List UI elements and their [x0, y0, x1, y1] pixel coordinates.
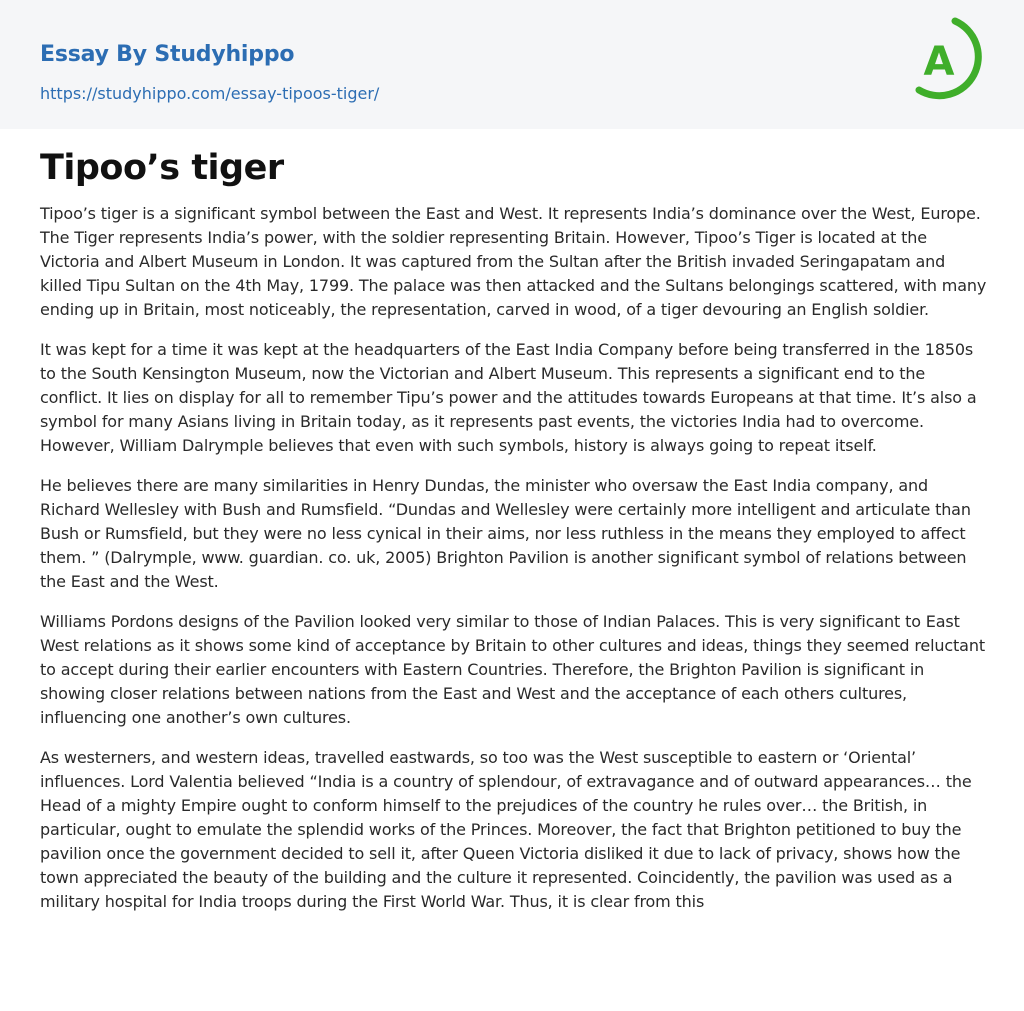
- page-title: Tipoo’s tiger: [40, 148, 284, 188]
- article-paragraph: He believes there are many similarities in Henry Dundas, the minister who oversaw the East India company, and Richard Wellesley with Bush and Rumsfield. “Dundas and Wellesley were certainly more intelligent and articulate than Bush or Rumsfield, but they were no less cynical in their aims, nor less ruthless in the means they employed to affect them. ” (Dalrymple, www. guardian. co. uk, 2005) Brighton Pavilion is another significant symbol of relations between the East and the West.: [40, 476, 971, 591]
- logo-letter: A: [923, 39, 955, 85]
- article: [40, 144, 988, 930]
- studyhippo-logo-icon[interactable]: [905, 17, 991, 107]
- page-url-link[interactable]: https://studyhippo.com/essay-tipoos-tiger/: [40, 84, 380, 103]
- article-paragraph: Tipoo’s tiger is a significant symbol between the East and West. It represents India’s dominance over the West, Europe. The Tiger represents India’s power, with the soldier representing Britain. However, Tipoo’s Tiger is located at the Victoria and Albert Museum in London. It was captured from the Sultan after the British invaded Seringapatam and killed Tipu Sultan on the 4th May, 1799. The palace was then attacked and the Sultans belongings scattered, with many ending up in Britain, most noticeably, the representation, carved in wood, of a tiger devouring an English soldier.: [40, 204, 987, 319]
- article-paragraph: As westerners, and western ideas, travelled eastwards, so too was the West susceptible to eastern or ‘Oriental’ influences. Lord Valentia believed “India is a country of splendour, of extravagance and of outward appearances… the Head of a mighty Empire ought to conform himself to the prejudices of the country he rules over… the British, in particular, ought to emulate the splendid works of the Princes. Moreover, the fact that Brighton petitioned to buy the pavilion once the government decided to sell it, after Queen Victoria disliked it due to lack of privacy, shows how the town appreciated the beauty of the building and the culture it represented. Coincidently, the pavilion was used as a military hospital for India troops during the First World War. Thus, it is clear from this: [40, 748, 972, 911]
- article-paragraph: It was kept for a time it was kept at the headquarters of the East India Company before being transferred in the 1850s to the South Kensington Museum, now the Victorian and Albert Museum. This represents a significant end to the conflict. It lies on display for all to remember Tipu’s power and the attitudes towards Europeans at that time. It’s also a symbol for many Asians living in Britain today, as it represents past events, the victories India had to overcome. However, William Dalrymple believes that even with such symbols, history is always going to repeat itself.: [40, 340, 977, 455]
- site-brand[interactable]: Essay By Studyhippo: [40, 42, 295, 67]
- article-paragraph: Williams Pordons designs of the Pavilion looked very similar to those of Indian Palaces. This is very significant to East West relations as it shows some kind of acceptance by Britain to other cultures and ideas, things they seemed reluctant to accept during their earlier encounters with Eastern Countries. Therefore, the Brighton Pavilion is significant in showing closer relations between nations from the East and West and the acceptance of each others cultures, influencing one another’s own cultures.: [40, 612, 985, 727]
- site-header: [0, 0, 1024, 129]
